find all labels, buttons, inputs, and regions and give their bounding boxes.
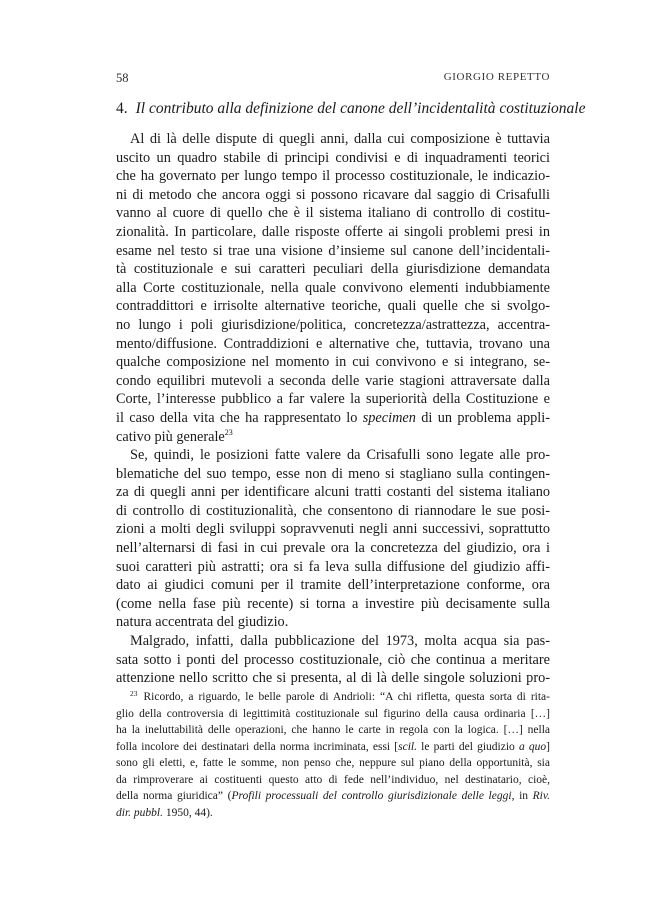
section-heading [116, 98, 586, 120]
text-segment: cativo più generale [116, 428, 225, 445]
text-segment: il caso della vita che ha rappresentato lo [116, 409, 358, 426]
text-line: ni di metodo che ancora oggi si possono ricavare dal saggio di Crisafulli [116, 186, 550, 203]
footnote-line: sono gli eletti, e, fatte le somme, non penso che, neppure sul piano della opportunità, sia [116, 757, 550, 769]
text-line: tà costituzionale e sui caratteri peculiari della giurisdizione demandata [116, 261, 550, 278]
running-header [116, 71, 550, 87]
text-line: Malgrado, infatti, dalla pubblicazione del 1973, molta acqua sia pas- [130, 633, 550, 650]
cited-work-title: Profili processuali del controllo giurisdizionale delle leggi [231, 790, 512, 802]
footnote-line [116, 689, 550, 706]
journal-name: Riv. [532, 790, 551, 802]
text-line: contraddittori e irrisolte alternative teoriche, quali quelle che si svolgo- [116, 298, 550, 315]
text-line: mento/diffusione. Contraddizioni e alternative che, tuttavia, trovano una [116, 335, 550, 352]
page-number: 58 [116, 71, 129, 85]
italic-term: specimen [362, 409, 416, 426]
text-line: blematiche del suo tempo, esse non di meno si stagliano sulla contingen- [116, 465, 550, 482]
text-segment: di un problema appli- [421, 409, 551, 426]
footnote-line [116, 739, 550, 756]
running-head-author: GIORGIO REPETTO [443, 71, 550, 83]
text-line: vanno al cuore di quello che è il sistema italiano di controllo di costitu- [116, 205, 550, 222]
text-line: qualche composizione nel momento in cui convivono e si integrano, se- [116, 354, 550, 371]
footnote-line: da rimproverare ai costituenti questo atto di fede nell’individuo, nel destinatario, cioè, [116, 773, 550, 786]
text-line: za di quegli anni per identificare alcuni tratti costanti del sistema italiano [116, 484, 550, 501]
text-line: natura accentrata del giudizio. [116, 614, 289, 631]
text-line: esame nel testo si trae una visione d’insieme sul canone dell’incidentali- [116, 242, 550, 259]
text-segment: Ricordo, a riguardo, le belle parole di Andrioli: “A chi rifletta, questa sorta di rita- [143, 691, 550, 703]
text-line [116, 428, 550, 447]
body-text [116, 130, 550, 688]
text-line: zioni a molti degli sviluppi sopravvenuti negli anni successivi, soprattutto [116, 521, 550, 538]
text-segment: le parti del giudizio [417, 740, 519, 753]
footnote-line [116, 788, 550, 805]
footnote-line [116, 805, 550, 822]
text-segment: 1950, 44). [162, 806, 213, 819]
text-line: di controllo di costituzionalità, che consentono di riannodare le sue posi- [116, 502, 550, 519]
text-line: suoi caratteri più astratti; ora si fa leva sulla diffusione del giudizio affi- [116, 558, 550, 575]
text-line: sata sotto i ponti del processo costituzionale, ciò che continua a meritare [116, 651, 550, 668]
text-line: che ha governato per lungo tempo il processo costituzionale, le indicazio- [116, 168, 550, 185]
text-segment: , in [511, 790, 533, 802]
text-line: Se, quindi, le posizioni fatte valere da Crisafulli sono legate alle pro- [130, 447, 550, 464]
footnote-line: glio della controversia di legittimità costituzionale sul figurino della causa ordinaria […] [116, 707, 550, 720]
text-segment: della norma giuridica” ( [116, 790, 232, 802]
italic-term: scil. [398, 740, 417, 753]
text-line: condo equilibri mutevoli a seconda delle varie stagioni attraversate dalla [116, 372, 550, 389]
text-line: Corte, l’interesse pubblico a far valere la superiorità della Costituzione e [116, 391, 550, 408]
text-segment: folla incolore dei destinatari della norma incriminata, essi [ [116, 740, 399, 753]
italic-term: a quo [518, 740, 547, 753]
footnote-23 [116, 689, 550, 821]
section-number: 4. [116, 100, 128, 117]
text-line: alla Corte costituzionale, nella quale convivono elementi indubbiamente [116, 279, 550, 296]
journal-name: dir. pubbl. [116, 806, 163, 819]
text-line: uscito un quadro stabile di principi condivisi e di inquadramenti teorici [116, 149, 550, 166]
text-line [116, 409, 550, 428]
text-line: dato ai giudici comuni per il tramite dell’interpretazione conforme, ora [116, 577, 550, 594]
text-segment: ] [546, 740, 551, 753]
text-line: no lungo i poli giurisdizione/politica, concretezza/astrattezza, accentra- [116, 316, 550, 333]
text-line: Al di là delle dispute di quegli anni, dalla cui composizione è tuttavia [130, 131, 550, 147]
text-line: zionalità. In particolare, dalle risposte offerte ai singoli problemi presi in [116, 223, 550, 240]
text-line: (come nella fase più recente) si torna a investire più decisamente sulla [116, 595, 550, 612]
footnote-line: ha la ineluttabilità delle operazioni, che hanno le carte in regola con la logica. […] nella [116, 724, 550, 736]
footnote-reference[interactable]: 23 [224, 427, 233, 437]
section-title: Il contributo alla definizione del canone dell’incidentalità costituzionale [135, 100, 586, 117]
footnote-number: 23 [130, 689, 138, 698]
text-line: attenzione nello scritto che si presenta, al di là delle singole soluzioni pro- [116, 670, 550, 687]
text-line: nell’alternarsi di fasi in cui prevale ora la concretezza del giudizio, ora i [116, 540, 550, 557]
